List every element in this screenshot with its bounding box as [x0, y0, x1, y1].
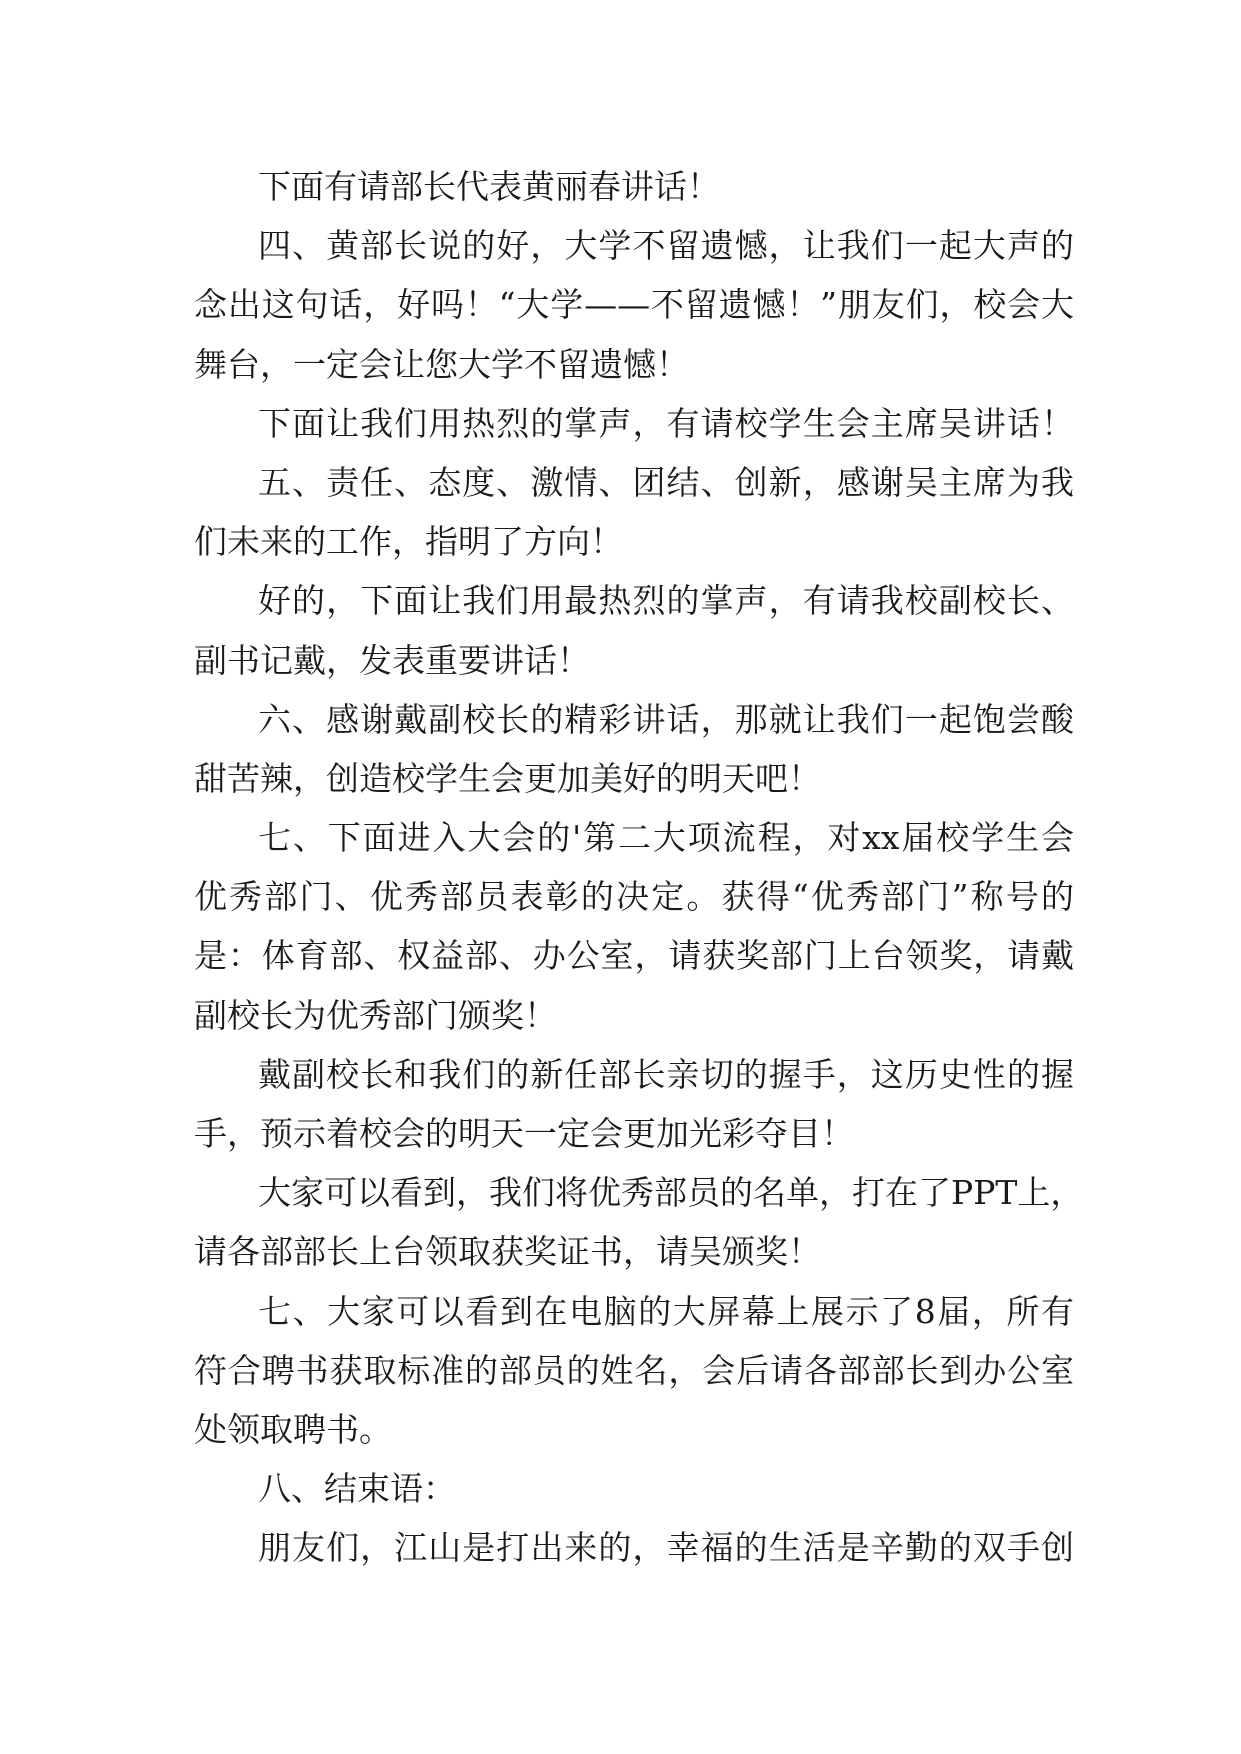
- paragraph-line: 戴副校长和我们的新任部长亲切的握手，这历史性的握: [258, 1054, 1074, 1094]
- paragraph-line: 优秀部门、优秀部员表彰的决定。获得“优秀部门”称号的: [194, 877, 1074, 917]
- document-body: [194, 157, 1084, 1578]
- paragraph-line: 五、责任、态度、激情、团结、创新，感谢吴主席为我: [258, 462, 1074, 502]
- paragraph-line: 是：体育部、权益部、办公室，请获奖部门上台领奖，请戴: [194, 936, 1074, 976]
- paragraph-line: 四、黄部长说的好，大学不留遗憾，让我们一起大声的: [258, 226, 1074, 266]
- paragraph-line: 们未来的工作，指明了方向！: [194, 522, 623, 562]
- paragraph-line: 好的，下面让我们用最热烈的掌声，有请我校副校长、: [258, 581, 1074, 621]
- paragraph-line: 念出这句话，好吗！“大学——不留遗憾！”朋友们，校会大: [194, 285, 1074, 325]
- paragraph-line: 下面有请部长代表黄丽春讲话！: [258, 167, 720, 206]
- paragraph-line: 七、下面进入大会的'第二大项流程，对xx届校学生会: [258, 818, 1074, 858]
- paragraph-line: 副校长为优秀部门颁奖！: [194, 995, 557, 1035]
- paragraph-line: 朋友们，江山是打出来的，幸福的生活是辛勤的双手创: [258, 1528, 1074, 1568]
- paragraph-line: 舞台，一定会让您大学不留遗憾！: [194, 344, 689, 384]
- paragraph-line: 手，预示着校会的明天一定会更加光彩夺目！: [194, 1114, 854, 1153]
- paragraph-line: 处领取聘书。: [194, 1409, 392, 1449]
- paragraph-line: 甜苦辣，创造校学生会更加美好的明天吧！: [194, 758, 821, 798]
- paragraph-line: 副书记戴，发表重要讲话！: [194, 640, 590, 680]
- paragraph-line: 六、感谢戴副校长的精彩讲话，那就让我们一起饱尝酸: [258, 699, 1074, 739]
- paragraph-line: 八、结束语：: [258, 1469, 456, 1509]
- paragraph-line: 下面让我们用热烈的掌声，有请校学生会主席吴讲话！: [258, 403, 1074, 443]
- paragraph-line: 请各部部长上台领取获奖证书，请吴颁奖！: [194, 1232, 821, 1272]
- paragraph-line: 符合聘书获取标准的部员的姓名，会后请各部部长到办公室: [194, 1350, 1074, 1390]
- paragraph-line: 七、大家可以看到在电脑的大屏幕上展示了8届，所有: [258, 1291, 1074, 1331]
- paragraph-line: 大家可以看到，我们将优秀部员的名单，打在了PPT上，: [258, 1173, 1084, 1213]
